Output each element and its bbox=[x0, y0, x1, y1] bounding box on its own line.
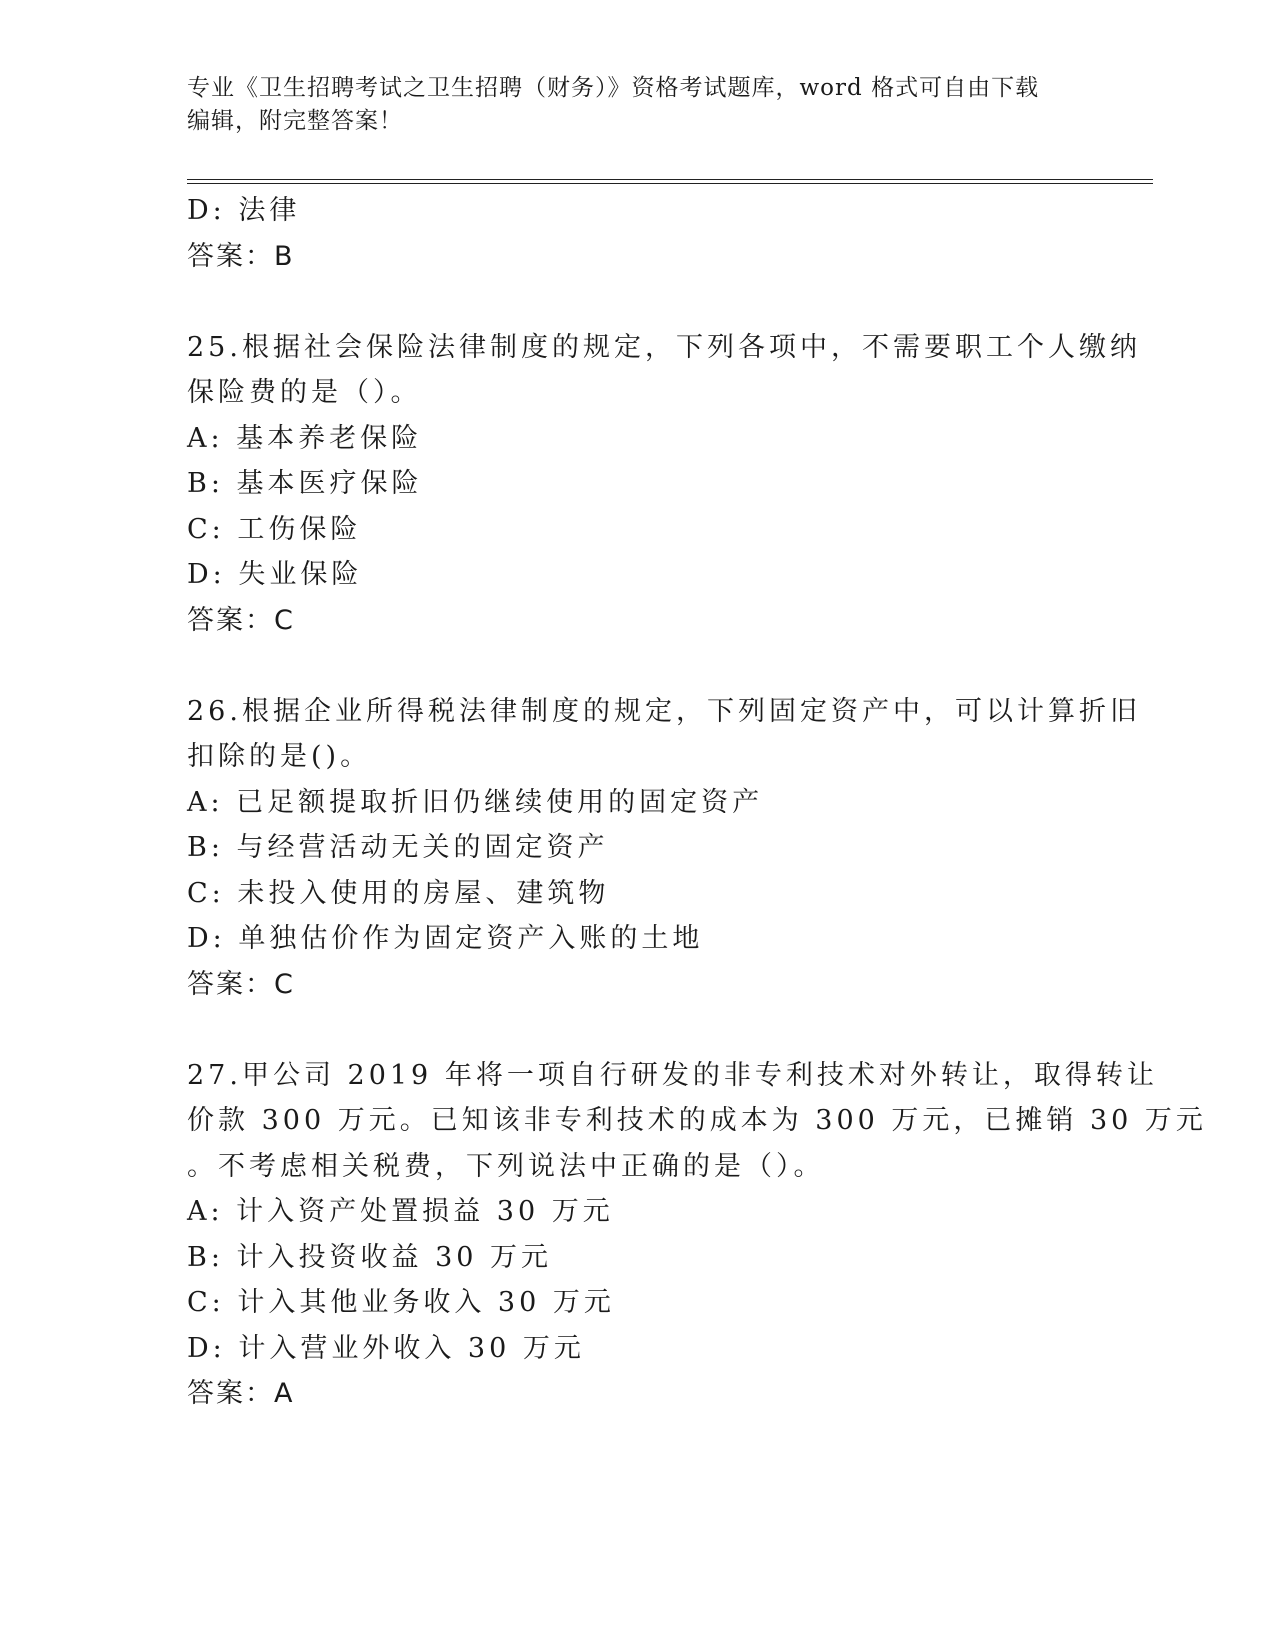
header-line-1: 专业《卫生招聘考试之卫生招聘（财务）》资格考试题库，word 格式可自由下载 bbox=[187, 75, 1040, 101]
option-c: C: 计入其他业务收入 30 万元 bbox=[187, 1287, 615, 1318]
question-stem-line: 保险费的是（）。 bbox=[187, 377, 422, 408]
question-list bbox=[187, 188, 1207, 1417]
question-stem-line: 扣除的是()。 bbox=[187, 741, 372, 772]
answer-line: 答案：C bbox=[187, 604, 295, 636]
answer-line: 答案：C bbox=[187, 968, 295, 1000]
question-stem-line: 27.甲公司 2019 年将一项自行研发的非专利技术对外转让，取得转让 bbox=[187, 1059, 1158, 1091]
option-b: B: 与经营活动无关的固定资产 bbox=[187, 832, 609, 863]
answer-line: 答案：A bbox=[187, 1378, 295, 1409]
question-stem-line: 26.根据企业所得税法律制度的规定，下列固定资产中，可以计算折旧 bbox=[187, 695, 1141, 727]
header-divider-bottom bbox=[187, 183, 1153, 184]
option-c: C: 未投入使用的房屋、建筑物 bbox=[187, 877, 610, 909]
option-a: A: 基本养老保险 bbox=[187, 422, 423, 454]
option-a: A: 计入资产处置损益 30 万元 bbox=[187, 1196, 614, 1227]
option-c: C: 工伤保险 bbox=[187, 513, 362, 545]
spacer bbox=[187, 279, 1087, 325]
option-d: D: 单独估价作为固定资产入账的土地 bbox=[187, 923, 704, 954]
answer-line: 答案：B bbox=[187, 240, 295, 272]
option-d: D: 计入营业外收入 30 万元 bbox=[187, 1332, 585, 1364]
question-stem-line: 。不考虑相关税费，下列说法中正确的是（）。 bbox=[187, 1150, 825, 1182]
question-25 bbox=[187, 325, 1141, 644]
option-d: D: 失业保险 bbox=[187, 559, 363, 590]
header-divider-top bbox=[187, 179, 1153, 180]
question-stem-line: 价款 300 万元。已知该非专利技术的成本为 300 万元，已摊销 30 万元 bbox=[187, 1105, 1207, 1136]
option-d: D: 法律 bbox=[187, 195, 301, 226]
option-a: A: 已足额提取折旧仍继续使用的固定资产 bbox=[187, 786, 764, 818]
question-stem-line: 25.根据社会保险法律制度的规定，下列各项中，不需要职工个人缴纳 bbox=[187, 331, 1141, 363]
spacer bbox=[187, 643, 1087, 689]
previous-question-tail bbox=[187, 188, 1087, 279]
option-b: B: 基本医疗保险 bbox=[187, 468, 423, 499]
spacer bbox=[187, 1007, 1087, 1053]
question-26 bbox=[187, 689, 1141, 1008]
page-header bbox=[187, 72, 1087, 138]
question-27 bbox=[187, 1053, 1207, 1417]
option-b: B: 计入投资收益 30 万元 bbox=[187, 1241, 553, 1273]
header-line-2: 编辑，附完整答案！ bbox=[187, 108, 403, 134]
